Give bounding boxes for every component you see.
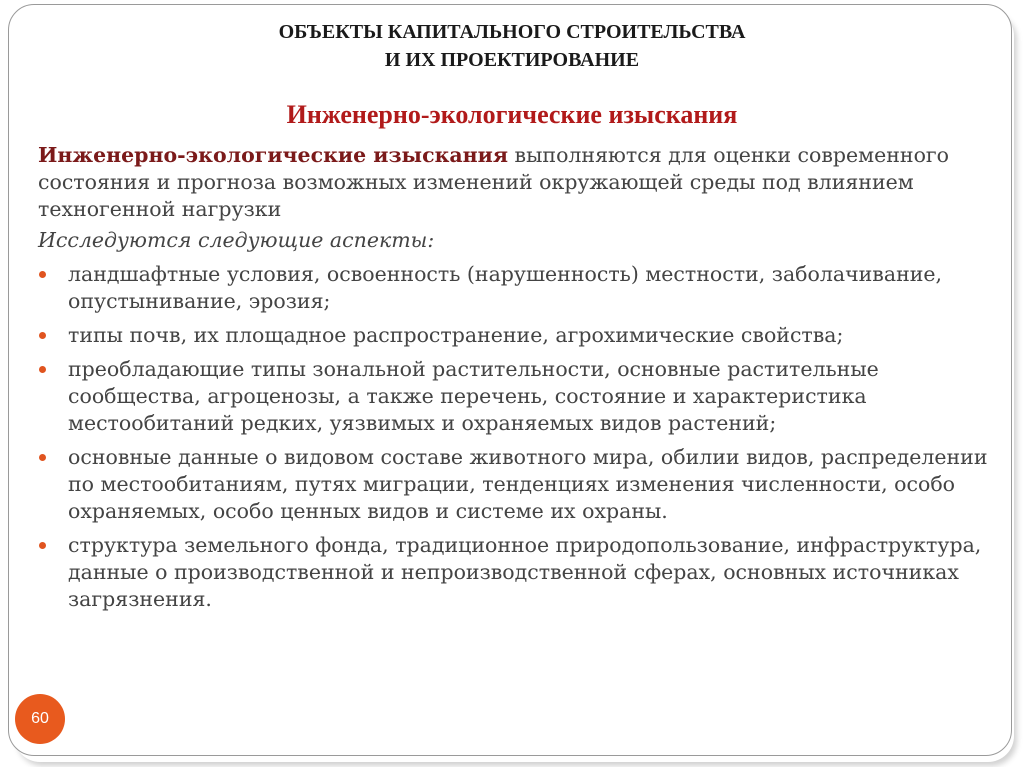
list-item-text: структура земельного фонда, традиционное природопользование, инфраструктура, данные о производственной и непроизводственной сферах, основных источниках загрязнения. xyxy=(68,533,982,611)
list-item xyxy=(38,532,993,613)
list-item xyxy=(38,444,993,525)
aspects-heading: Исследуются следующие аспекты: xyxy=(38,228,435,252)
intro-term: Инженерно-экологические изыскания xyxy=(38,143,509,167)
list-item xyxy=(38,261,993,315)
bullet-dot-icon xyxy=(39,454,46,461)
header-line-1: ОБЪЕКТЫ КАПИТАЛЬНОГО СТРОИТЕЛЬСТВА xyxy=(278,21,746,43)
list-item-text: типы почв, их площадное распространение, агрохимические свойства; xyxy=(68,323,844,347)
slide-header xyxy=(0,18,1024,74)
list-item-text: преобладающие типы зональной растительности, основные растительные сообщества, агроценозы, а также перечень, состояние и характеристика местообитаний редких, уязвимых и охраняемых видов растений; xyxy=(68,357,879,435)
bullet-dot-icon xyxy=(39,271,46,278)
slide-subtitle: Инженерно-экологические изыскания xyxy=(286,100,738,129)
list-item-text: ландшафтные условия, освоенность (нарушенность) местности, заболачивание, опустынивание, эрозия; xyxy=(68,262,943,313)
list-item xyxy=(38,322,993,349)
aspects-list xyxy=(38,261,993,613)
intro-paragraph xyxy=(38,142,993,223)
bullet-dot-icon xyxy=(39,366,46,373)
page-number-badge: 60 xyxy=(15,694,65,744)
slide-content xyxy=(38,142,993,613)
header-line-2: И ИХ ПРОЕКТИРОВАНИЕ xyxy=(384,49,640,71)
bullet-dot-icon xyxy=(39,542,46,549)
list-item-text: основные данные о видовом составе животного мира, обилии видов, распределении по местообитаниям, путях миграции, тенденциях изменения численности, особо охраняемых, особо ценных видов и системе их охраны. xyxy=(68,445,988,523)
bullet-dot-icon xyxy=(39,332,46,339)
intro-text: выполняются для оценки современного состояния и прогноза возможных изменений окружающей среды под влиянием техногенной нагрузки xyxy=(38,143,950,221)
list-item xyxy=(38,356,993,437)
